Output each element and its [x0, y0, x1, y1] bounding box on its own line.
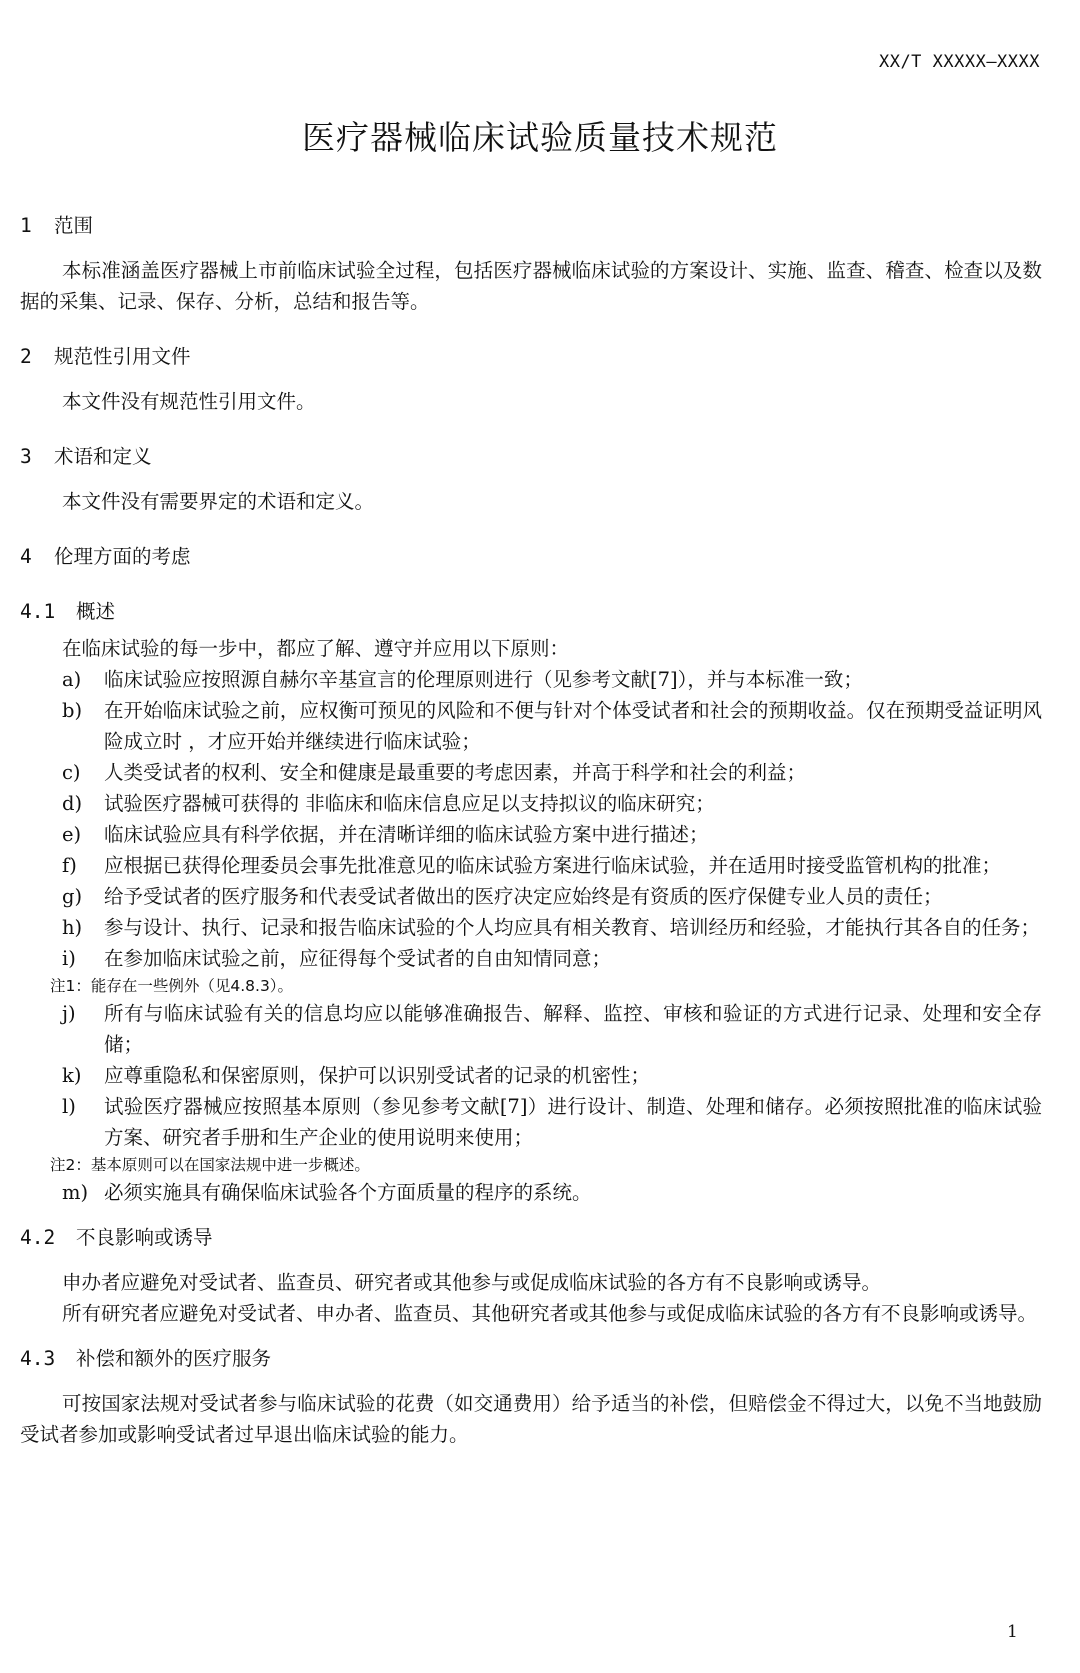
section-3-text: 本文件没有需要界定的术语和定义。 — [62, 490, 375, 513]
section-2-heading: 2 规范性引用文件 — [20, 345, 191, 368]
page-number: 1 — [1007, 1622, 1018, 1642]
list-item: i) 在参加临床试验之前，应征得每个受试者的自由知情同意； — [62, 947, 612, 970]
section-4-2-para-2: 所有研究者应避免对受试者、申办者、监查员、其他研究者或其他参与或促成临床试验的各方有不良影响或诱导。 — [62, 1302, 1038, 1325]
list-item: d) 试验医疗器械可获得的 非临床和临床信息应足以支持拟议的临床研究； — [62, 792, 715, 815]
section-4-1-intro: 在临床试验的每一步中，都应了解、遵守并应用以下原则： — [62, 637, 570, 660]
section-4-heading: 4 伦理方面的考虑 — [20, 545, 191, 568]
list-item: f) 应根据已获得伦理委员会事先批准意见的临床试验方案进行临床试验，并在适用时接受监管机构的批准； — [62, 854, 1002, 877]
note-1: 注1：能存在一些例外（见4.8.3）。 — [50, 977, 294, 995]
note-2: 注2：基本原则可以在国家法规中进一步概述。 — [50, 1156, 370, 1174]
list-item: j) 所有与临床试验有关的信息均应以能够准确报告、解释、监控、审核和验证的方式进行记录、处理和安全存储； — [62, 1002, 1042, 1056]
list-item: b) 在开始临床试验之前，应权衡可预见的风险和不便与针对个体受试者和社会的预期收益。仅在预期受益证明风险成立时 ，才应开始并继续进行临床试验； — [62, 699, 1042, 753]
section-4-3-heading: 4.3 补偿和额外的医疗服务 — [20, 1347, 272, 1370]
list-item: k) 应尊重隐私和保密原则，保护可以识别受试者的记录的机密性； — [62, 1064, 651, 1087]
section-3-heading: 3 术语和定义 — [20, 445, 152, 468]
list-item: a) 临床试验应按照源自赫尔辛基宣言的伦理原则进行（见参考文献[7]），并与本标准一致； — [62, 668, 863, 691]
list-item: e) 临床试验应具有科学依据，并在清晰详细的临床试验方案中进行描述； — [62, 823, 709, 846]
section-2-text: 本文件没有规范性引用文件。 — [62, 390, 316, 413]
document-body — [20, 210, 1042, 1450]
section-4-3-para-1: 可按国家法规对受试者参与临床试验的花费（如交通费用）给予适当的补偿，但赔偿金不得过大，以免不当地鼓励受试者参加或影响受试者过早退出临床试验的能力。 — [20, 1392, 1042, 1446]
section-4-1-heading: 4.1 概述 — [20, 600, 116, 623]
section-4-2-heading: 4.2 不良影响或诱导 — [20, 1226, 213, 1249]
list-item: g) 给予受试者的医疗服务和代表受试者做出的医疗决定应始终是有资质的医疗保健专业人员的责任； — [62, 885, 943, 908]
list-item: c) 人类受试者的权利、安全和健康是最重要的考虑因素，并高于科学和社会的利益； — [62, 761, 807, 784]
section-1-text: 本标准涵盖医疗器械上市前临床试验全过程，包括医疗器械临床试验的方案设计、实施、监查、稽查、检查以及数据的采集、记录、保存、分析，总结和报告等。 — [20, 259, 1042, 313]
list-item: l) 试验医疗器械应按照基本原则（参见参考文献[7]）进行设计、制造、处理和储存。必须按照批准的临床试验方案、研究者手册和生产企业的使用说明来使用； — [62, 1095, 1042, 1149]
list-item: m) 必须实施具有确保临床试验各个方面质量的程序的系统。 — [62, 1181, 592, 1204]
section-1-heading: 1 范围 — [20, 214, 94, 237]
list-item: h) 参与设计、执行、记录和报告临床试验的个人均应具有相关教育、培训经历和经验，才能执行其各自的任务； — [62, 916, 1041, 939]
document-title: 医疗器械临床试验质量技术规范 — [302, 118, 778, 157]
document-code: XX/T XXXXX—XXXX — [878, 52, 1040, 72]
section-4-2-para-1: 申办者应避免对受试者、监查员、研究者或其他参与或促成临床试验的各方有不良影响或诱导。 — [62, 1271, 882, 1294]
